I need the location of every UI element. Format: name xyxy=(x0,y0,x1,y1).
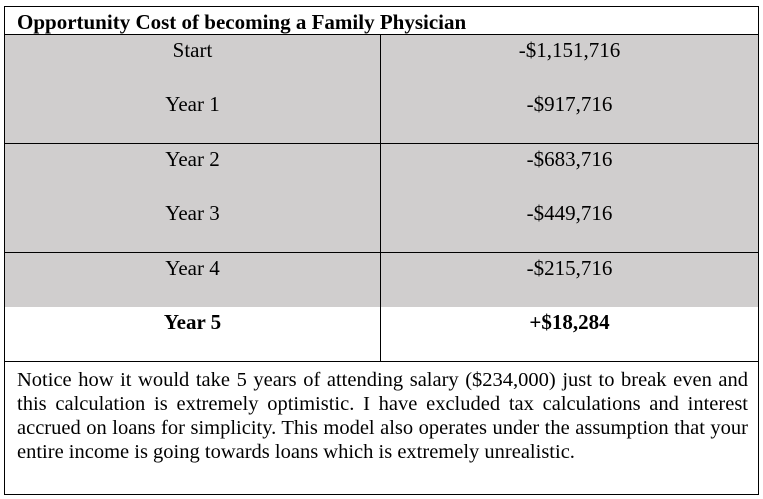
table-title: Opportunity Cost of becoming a Family Physician xyxy=(5,7,758,35)
opportunity-cost-table xyxy=(4,6,759,495)
row-value: -$683,716 xyxy=(526,147,613,171)
table-row-year-2 xyxy=(5,144,758,199)
row-label: Year 1 xyxy=(5,89,381,143)
table-row-year-4 xyxy=(5,253,758,308)
table-row-start xyxy=(5,35,758,90)
table-row-year-5 xyxy=(5,307,758,362)
row-value: -$449,716 xyxy=(526,201,613,225)
row-label: Year 3 xyxy=(5,198,381,252)
table-note: Notice how it would take 5 years of attending salary ($234,000) just to break even and this calculation is extremely optimistic. I have excluded tax calculations and interest accrued on loans for simplicity. This model also operates under the assumption that your entire income is going towards loans which is extremely unrealistic. xyxy=(17,369,748,463)
row-label: Year 4 xyxy=(5,253,381,307)
row-value: -$917,716 xyxy=(526,92,613,116)
row-label: Start xyxy=(5,35,381,89)
row-value: -$1,151,716 xyxy=(518,38,621,62)
row-value: -$215,716 xyxy=(526,256,613,280)
table-row-year-3 xyxy=(5,198,758,253)
row-label: Year 5 xyxy=(5,307,381,361)
row-value: +$18,284 xyxy=(529,310,610,334)
row-label: Year 2 xyxy=(5,144,381,198)
table-row-year-1 xyxy=(5,89,758,144)
